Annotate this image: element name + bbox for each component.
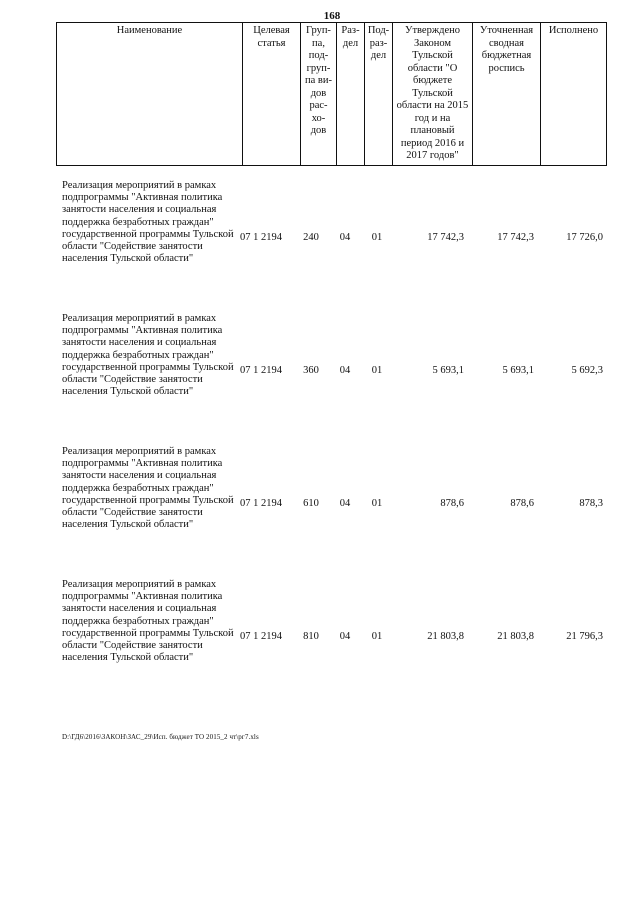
footer-file-path: D:\ГД6\2016\ЗАКОН\ЗАС_29\Исп. бюджет ТО 2015_2 чт\рг7.xls [62,733,259,741]
row-podrazdel: 01 [371,365,383,376]
row-refined: 21 803,8 [497,631,534,642]
row-refined: 5 693,1 [502,365,534,376]
row-podrazdel: 01 [371,631,383,642]
row-name: Реализация мероприятий в рамках подпрограммы "Активная политика занятости населения и социальная поддержка безработных граждан" государственной программы Тульской области "Содействие занятости населения Тульской области" [62,313,234,398]
row-target: 07 1 2194 [240,232,282,243]
page-number: 168 [323,10,341,22]
row-razdel: 04 [339,232,351,243]
header-razdel: Раз- дел [337,23,365,166]
row-podrazdel: 01 [371,498,383,509]
row-razdel: 04 [339,365,351,376]
row-name: Реализация мероприятий в рамках подпрограммы "Активная политика занятости населения и социальная поддержка безработных граждан" государственной программы Тульской области "Содействие занятости населения Тульской области" [62,579,234,664]
table-row [56,180,616,313]
row-group: 360 [303,365,319,376]
row-target: 07 1 2194 [240,365,282,376]
table-row [56,446,616,579]
row-executed: 21 796,3 [566,631,603,642]
row-executed: 5 692,3 [571,365,603,376]
row-group: 610 [303,498,319,509]
row-refined: 878,6 [510,498,534,509]
header-approved: Утверждено Законом Тульской области "О бюджете Тульской области на 2015 год и на плановый период 2016 и 2017 годов" [393,23,473,166]
row-approved: 21 803,8 [427,631,464,642]
row-refined: 17 742,3 [497,232,534,243]
header-podrazdel: Под- раз- дел [365,23,393,166]
row-executed: 878,3 [579,498,603,509]
row-name: Реализация мероприятий в рамках подпрограммы "Активная политика занятости населения и социальная поддержка безработных граждан" государственной программы Тульской области "Содействие занятости населения Тульской области" [62,446,234,531]
table-row [56,579,616,712]
row-approved: 878,6 [440,498,464,509]
table-row [56,313,616,446]
header-executed: Исполнено [541,23,607,166]
header-name: Наименование [57,23,243,166]
row-razdel: 04 [339,498,351,509]
row-target: 07 1 2194 [240,631,282,642]
row-approved: 5 693,1 [432,365,464,376]
row-executed: 17 726,0 [566,232,603,243]
header-group: Груп- па, под- груп- па ви- дов рас- хо- дов [301,23,337,166]
row-name: Реализация мероприятий в рамках подпрограммы "Активная политика занятости населения и социальная поддержка безработных граждан" государственной программы Тульской области "Содействие занятости населения Тульской области" [62,180,234,265]
row-approved: 17 742,3 [427,232,464,243]
row-group: 240 [303,232,319,243]
row-group: 810 [303,631,319,642]
header-target: Целевая статья [243,23,301,166]
row-razdel: 04 [339,631,351,642]
header-refined: Уточненная сводная бюджетная роспись [473,23,541,166]
table-body [56,180,616,712]
row-podrazdel: 01 [371,232,383,243]
table-header [56,22,607,166]
row-target: 07 1 2194 [240,498,282,509]
